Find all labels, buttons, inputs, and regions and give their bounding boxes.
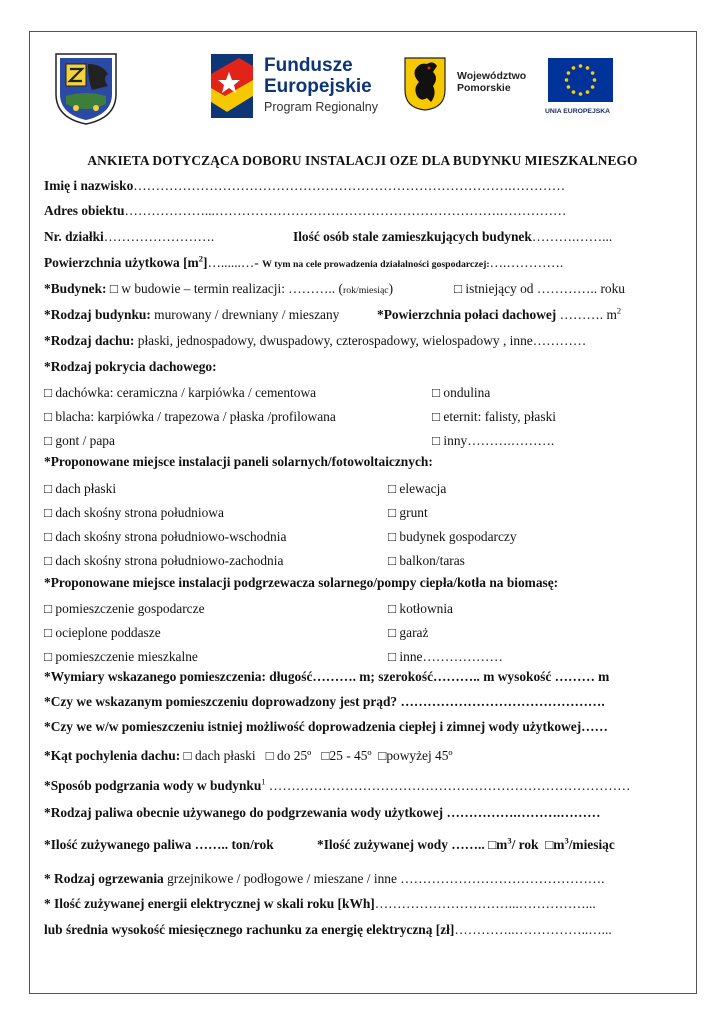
water-heating-line	[44, 778, 630, 794]
roof-cover-option[interactable]: □ gont / papa	[44, 433, 115, 448]
solar-location-option[interactable]: □ grunt	[388, 505, 428, 520]
roof-angle-label: *Kąt pochylenia dachu:	[44, 748, 181, 763]
area-note: W tym na cele prowadzenia działalności gospodarczej:	[262, 259, 490, 270]
water-amount-sup2: 3	[564, 835, 569, 846]
area-close: ]	[202, 255, 208, 270]
heating-type-label: * Rodzaj ogrzewania	[44, 871, 164, 886]
fe-line3: Program Regionalny	[264, 100, 378, 114]
persons-line	[293, 229, 612, 245]
heating-type-options[interactable]: grzejnikowe / podłogowe / mieszane / inne ……………………………………….	[163, 871, 605, 886]
roof-angle-line	[44, 748, 453, 764]
water-heating-field[interactable]: ………………………………………………………………………	[265, 778, 631, 793]
water-heating-footnote: 1	[261, 776, 266, 787]
european-funds-flag-icon	[207, 52, 257, 120]
fuel-amount-question[interactable]: *Ilość zużywanego paliwa …….. ton/rok	[44, 837, 274, 852]
persons-field[interactable]: ……….……...	[531, 229, 613, 244]
address-line	[44, 203, 566, 219]
building-type-line	[44, 307, 339, 323]
heating-type-line	[44, 871, 604, 887]
bill-label: lub średnia wysokość miesięcznego rachunku za energię elektryczną [zł]	[44, 922, 455, 937]
european-funds-text	[264, 55, 394, 115]
energy-line	[44, 896, 596, 912]
fe-line2: Europejskie	[264, 76, 372, 97]
building-type-options[interactable]: murowany / drewniany / mieszany	[154, 307, 340, 322]
pomorskie-text	[457, 70, 526, 94]
solar-location-option[interactable]: □ elewacja	[388, 481, 447, 496]
dimensions-question[interactable]: *Wymiary wskazanego pomieszczenia: długość………. m; szerokość……….. m wysokość ……… m	[44, 669, 610, 684]
solar-location-label: *Proponowane miejsce instalacji paneli solarnych/fotowoltaicznych:	[44, 454, 433, 469]
name-label: Imię i nazwisko	[44, 178, 134, 193]
roof-type-line	[44, 333, 586, 349]
building-unit-close: )	[388, 281, 394, 296]
building-option-existing[interactable]: □ istniejący od ………….. roku	[454, 281, 625, 296]
area-line	[44, 255, 563, 271]
heater-location-option[interactable]: □ garaż	[388, 625, 429, 640]
persons-label: Ilość osób stale zamieszkujących budynek	[293, 229, 532, 244]
roof-cover-option[interactable]: □ eternit: falisty, płaski	[432, 409, 556, 424]
roof-type-label: *Rodzaj dachu:	[44, 333, 135, 348]
water-amount-line	[317, 837, 615, 853]
roof-area-label: *Powierzchnia połaci dachowej	[377, 307, 557, 322]
plot-field[interactable]: …………………….	[103, 229, 215, 244]
area-business-field[interactable]: ….………….	[489, 255, 564, 270]
heater-location-option[interactable]: □ pomieszczenie mieszkalne	[44, 649, 198, 664]
heater-location-option[interactable]: □ inne………………	[388, 649, 503, 664]
bill-line	[44, 922, 612, 938]
roof-area-line	[377, 307, 621, 323]
roof-type-options[interactable]: płaski, jednospadowy, dwuspadowy, czterospadowy, wielospadowy , inne…………	[137, 333, 587, 348]
water-heating-label: *Sposób podgrzania wody w budynku	[44, 778, 262, 793]
roof-cover-option[interactable]: □ dachówka: ceramiczna / karpiówka / cementowa	[44, 385, 317, 400]
logo-bar	[0, 0, 725, 140]
solar-location-option[interactable]: □ dach skośny strona południowa	[44, 505, 224, 520]
roof-cover-option[interactable]: □ blacha: karpiówka / trapezowa / płaska /profilowana	[44, 409, 336, 424]
pom-line1: Województwo	[457, 70, 527, 82]
address-label: Adres obiektu	[44, 203, 125, 218]
heater-location-option[interactable]: □ pomieszczenie gospodarcze	[44, 601, 205, 616]
solar-location-option[interactable]: □ dach skośny strona południowo-wschodnia	[44, 529, 287, 544]
energy-label: * Ilość zużywanej energii elektrycznej w skali roku [kWh]	[44, 896, 375, 911]
name-field[interactable]: ………………………………………………………………………….…………	[133, 178, 566, 193]
heater-location-label: *Proponowane miejsce instalacji podgrzewacza solarnego/pompy ciepła/kotła na biomasę:	[44, 575, 559, 590]
plot-label: Nr. działki	[44, 229, 104, 244]
solar-location-option[interactable]: □ dach skośny strona południowo-zachodnia	[44, 553, 284, 568]
building-unit: rok/miesiąc	[342, 285, 389, 296]
energy-field[interactable]: …………………………...……………...	[374, 896, 596, 911]
building-label: *Budynek:	[44, 281, 107, 296]
area-label: Powierzchnia użytkowa [m	[44, 255, 199, 270]
roof-cover-option[interactable]: □ ondulina	[432, 385, 491, 400]
pom-line2: Pomorskie	[457, 82, 511, 94]
plot-line	[44, 229, 214, 245]
eu-flag-icon	[548, 58, 613, 102]
solar-location-option[interactable]: □ balkon/taras	[388, 553, 465, 568]
solar-location-option[interactable]: □ budynek gospodarczy	[388, 529, 517, 544]
roof-cover-option[interactable]: □ inny……….……….	[432, 433, 555, 448]
bill-field[interactable]: …………..……………..…...	[454, 922, 612, 937]
roof-area-field[interactable]: ………. m	[559, 307, 617, 322]
address-field[interactable]: ………………...……………………………………………………….……………	[124, 203, 567, 218]
building-option-construction[interactable]: □ w budowie – termin realizacji: ……….. (	[109, 281, 343, 296]
heater-location-option[interactable]: □ ocieplone poddasze	[44, 625, 161, 640]
water-amount-label[interactable]: *Ilość zużywanej wody …….. □m	[317, 837, 508, 852]
fuel-type-question[interactable]: *Rodzaj paliwa obecnie używanego do podgrzewania wody użytkowej …………….……….………	[44, 805, 601, 820]
area-field[interactable]: …......…-	[207, 255, 259, 270]
eu-label: UNIA EUROPEJSKA	[545, 108, 611, 115]
name-line	[44, 178, 565, 194]
page-title: ANKIETA DOTYCZĄCA DOBORU INSTALACJI OZE DLA BUDYNKU MIESZKALNEGO	[87, 153, 638, 168]
water-amount-mid[interactable]: / rok □m	[511, 837, 565, 852]
roof-area-sup: 2	[616, 305, 622, 316]
building-line	[44, 281, 393, 297]
water-amount-end: /miesiąc	[568, 837, 615, 852]
roof-angle-options[interactable]: □ dach płaski □ do 25º □25 - 45º □powyżej 45º	[183, 748, 453, 763]
pomorskie-griffin-icon	[403, 56, 447, 112]
area-sup: 2	[198, 253, 203, 264]
fe-line1: Fundusze	[264, 55, 353, 76]
solar-location-option[interactable]: □ dach płaski	[44, 481, 117, 496]
heater-location-option[interactable]: □ kotłownia	[388, 601, 453, 616]
building-type-label: *Rodzaj budynku:	[44, 307, 151, 322]
county-coat-of-arms-icon	[52, 50, 120, 126]
roof-cover-label: *Rodzaj pokrycia dachowego:	[44, 359, 217, 374]
water-amount-sup1: 3	[507, 835, 512, 846]
power-question[interactable]: *Czy we wskazanym pomieszczeniu doprowadzony jest prąd? ……………………………………….	[44, 694, 605, 709]
water-question[interactable]: *Czy we w/w pomieszczeniu istniej możliwość doprowadzenia ciepłej i zimnej wody użytkowej……	[44, 719, 608, 734]
